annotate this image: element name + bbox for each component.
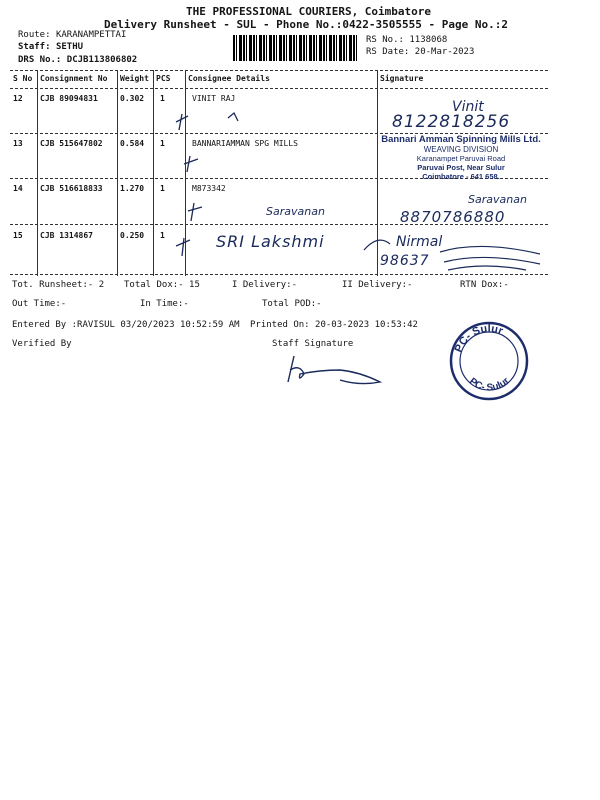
out-time: Out Time:- [12, 299, 67, 309]
col-header-pcs: PCS [156, 74, 171, 83]
row-sno: 13 [13, 139, 23, 148]
ii-delivery: II Delivery:- [342, 280, 413, 290]
row-sno: 15 [13, 231, 23, 240]
office-stamp [446, 318, 532, 404]
col-header-consignment: Consignment No [40, 74, 108, 83]
staff-signature-label: Staff Signature [272, 339, 354, 349]
stamp-line: Paruvai Post, Near Sulur [417, 163, 505, 172]
handwritten-name: Saravanan [266, 205, 325, 218]
stamp-line: Coimbatore - 641 658. [422, 172, 500, 181]
svg-text:PC- Sulur [453, 323, 506, 354]
handwritten-signature: Nirmal [396, 234, 443, 250]
route-label: Route: [18, 30, 51, 40]
rs-no-label: RS No.: [366, 35, 404, 45]
rtn-dox: RTN Dox:- [460, 280, 509, 290]
handwritten-signature: Vinit [452, 99, 484, 115]
handwritten-phone: 8870786880 [400, 208, 506, 226]
stamp-bottom-text: PC- Sulur [466, 375, 512, 394]
col-header-weight: Weight [120, 74, 149, 83]
row-consignment: CJB 1314867 [40, 231, 93, 240]
staff-label: Staff: [18, 42, 51, 52]
total-dox: Total Dox:- 15 [124, 280, 200, 290]
row-consignee: VINIT RAJ [192, 94, 236, 103]
in-time: In Time:- [140, 299, 189, 309]
handwritten-name: Saravanan [468, 193, 527, 206]
row-weight: 0.584 [120, 139, 145, 148]
rs-date-value: 20-Mar-2023 [414, 47, 475, 57]
rs-no-value: 1138068 [409, 35, 448, 45]
row-weight: 1.270 [120, 184, 145, 193]
i-delivery: I Delivery:- [232, 280, 298, 290]
rs-date-label: RS Date: [366, 47, 410, 57]
row-consignment: CJB 89094831 [40, 94, 98, 103]
col-header-signature: Signature [380, 74, 424, 83]
printed-on: Printed On: 20-03-2023 10:53:42 [250, 320, 418, 330]
route-value: KARANAMPETTAI [55, 30, 127, 40]
total-pod: Total POD:- [262, 299, 322, 309]
drs-label: DRS No.: [18, 55, 62, 65]
col-header-sno: S No [13, 74, 33, 83]
row-sno: 12 [13, 94, 23, 103]
row-weight: 0.250 [120, 231, 145, 240]
stamp-line: Karanampet Paruvai Road [416, 154, 506, 163]
company-title: THE PROFESSIONAL COURIERS, Coimbatore [186, 5, 432, 18]
row-pcs: 1 [160, 94, 165, 103]
row-pcs: 1 [160, 184, 165, 193]
drs-value: DCJB113806802 [66, 55, 138, 65]
row-pcs: 1 [160, 139, 165, 148]
verified-by: Verified By [12, 339, 72, 349]
entered-by: Entered By :RAVISUL 03/20/2023 10:52:59 AM [12, 320, 240, 330]
handwritten-name: SRI Lakshmi [216, 232, 325, 251]
row-consignee: BANNARIAMMAN SPG MILLS [192, 139, 298, 148]
handwritten-phone: 8122818256 [392, 112, 511, 132]
stamp-top-text: PC- Sulur [452, 322, 505, 355]
stamp-line: Bannari Amman Spinning Mills Ltd. [381, 134, 541, 145]
row-consignment: CJB 516618833 [40, 184, 103, 193]
row-consignee: M873342 [192, 184, 226, 193]
staff-value: SETHU [55, 42, 84, 52]
row-weight: 0.302 [120, 94, 145, 103]
col-header-consignee: Consignee Details [188, 74, 270, 83]
stamp-line: WEAVING DIVISION [423, 145, 499, 154]
row-sno: 14 [13, 184, 23, 193]
runsheet-subtitle: Delivery Runsheet - SUL - Phone No.:0422-3505555 - Page No.:2 [104, 18, 508, 31]
svg-text:PC- Sulur [467, 376, 512, 394]
total-runsheet: Tot. Runsheet:- 2 [12, 280, 105, 290]
row-consignment: CJB 515647802 [40, 139, 103, 148]
handwritten-phone: 98637 [380, 253, 430, 269]
row-pcs: 1 [160, 231, 165, 240]
